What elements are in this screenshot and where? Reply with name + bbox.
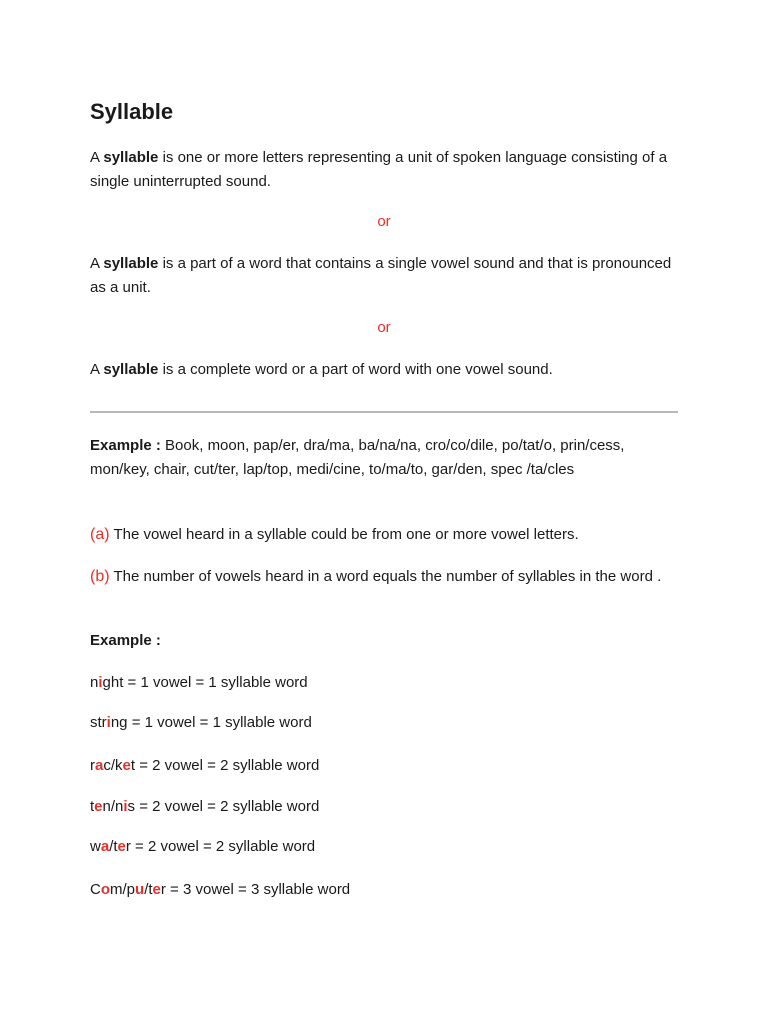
definition-3 [90, 358, 678, 382]
example-label: Example : [90, 632, 161, 649]
word-segment: /t [144, 881, 153, 898]
word-segment: str [90, 714, 107, 731]
vowel-highlight: u [135, 881, 145, 898]
word-segment: t [90, 798, 95, 815]
word-segment: c/k [103, 757, 123, 774]
word-equation: = 1 vowel = 1 syllable word [123, 674, 308, 691]
word-equation: = 2 vowel = 2 syllable word [130, 838, 316, 855]
example-label: Example : [90, 437, 161, 454]
word-equation: = 3 vowel = 3 syllable word [165, 881, 351, 898]
definition-1 [90, 146, 678, 194]
rule-a [90, 523, 678, 547]
vowel-highlight: e [152, 881, 161, 898]
rule-text: The number of vowels heard in a word equals the number of syllables in the word . [109, 568, 662, 585]
word-equation: = 2 vowel = 2 syllable word [135, 757, 320, 774]
definition-prefix: A [90, 149, 104, 166]
word-example [90, 671, 678, 695]
word-segment: r [160, 881, 166, 898]
word-example [90, 754, 678, 778]
vowel-highlight: a [100, 838, 110, 855]
word-segment: r [125, 838, 131, 855]
section-divider [90, 411, 678, 413]
word-segment: ght [102, 674, 124, 691]
word-segment: ng [110, 714, 128, 731]
vowel-highlight: a [95, 757, 104, 774]
or-separator: or [377, 319, 391, 336]
word-segment: s [127, 798, 136, 815]
word-example [90, 795, 678, 819]
word-segment: n/n [102, 798, 124, 815]
definition-prefix: A [90, 361, 104, 378]
vowel-highlight: e [117, 838, 126, 855]
example-list [90, 434, 678, 482]
definition-2 [90, 252, 678, 300]
rule-marker: (a) [90, 526, 110, 543]
example-words: Book, moon, pap/er, dra/ma, ba/na/na, cro/co/dile, po/tat/o, prin/cess, mon/key, chair, cut/ter, lap/top, medi/cine, to/ma/to, gar/den, spec /ta/cles [90, 437, 625, 478]
rule-marker: (b) [90, 568, 110, 585]
vowel-highlight: i [106, 714, 111, 731]
word-segment: /t [109, 838, 118, 855]
word-segment: n [90, 674, 99, 691]
word-segment: w [90, 838, 101, 855]
definition-term: syllable [103, 361, 159, 378]
rule-text: The vowel heard in a syllable could be from one or more vowel letters. [109, 526, 579, 543]
definition-term: syllable [103, 255, 159, 272]
word-equation: = 1 vowel = 1 syllable word [127, 714, 312, 731]
rule-b [90, 565, 678, 589]
word-equation: = 2 vowel = 2 syllable word [135, 798, 320, 815]
definition-text: is a part of a word that contains a single vowel sound and that is pronounced as a unit. [90, 255, 672, 296]
page-title: Syllable [90, 99, 174, 124]
definition-text: is one or more letters representing a unit of spoken language consisting of a single uninterrupted sound. [90, 149, 668, 190]
vowel-highlight: i [123, 798, 128, 815]
word-example [90, 835, 678, 859]
vowel-highlight: e [94, 798, 103, 815]
word-segment: r [90, 757, 95, 774]
vowel-highlight: e [122, 757, 131, 774]
example-heading [90, 629, 678, 653]
word-segment: t [130, 757, 136, 774]
or-separator: or [377, 213, 391, 230]
definition-term: syllable [103, 149, 159, 166]
word-example [90, 878, 678, 902]
word-segment: m/p [110, 881, 136, 898]
word-segment: C [90, 881, 101, 898]
vowel-highlight: o [100, 881, 111, 898]
word-example [90, 711, 678, 735]
definition-prefix: A [90, 255, 104, 272]
vowel-highlight: i [98, 674, 103, 691]
definition-text: is a complete word or a part of word with one vowel sound. [158, 361, 553, 378]
